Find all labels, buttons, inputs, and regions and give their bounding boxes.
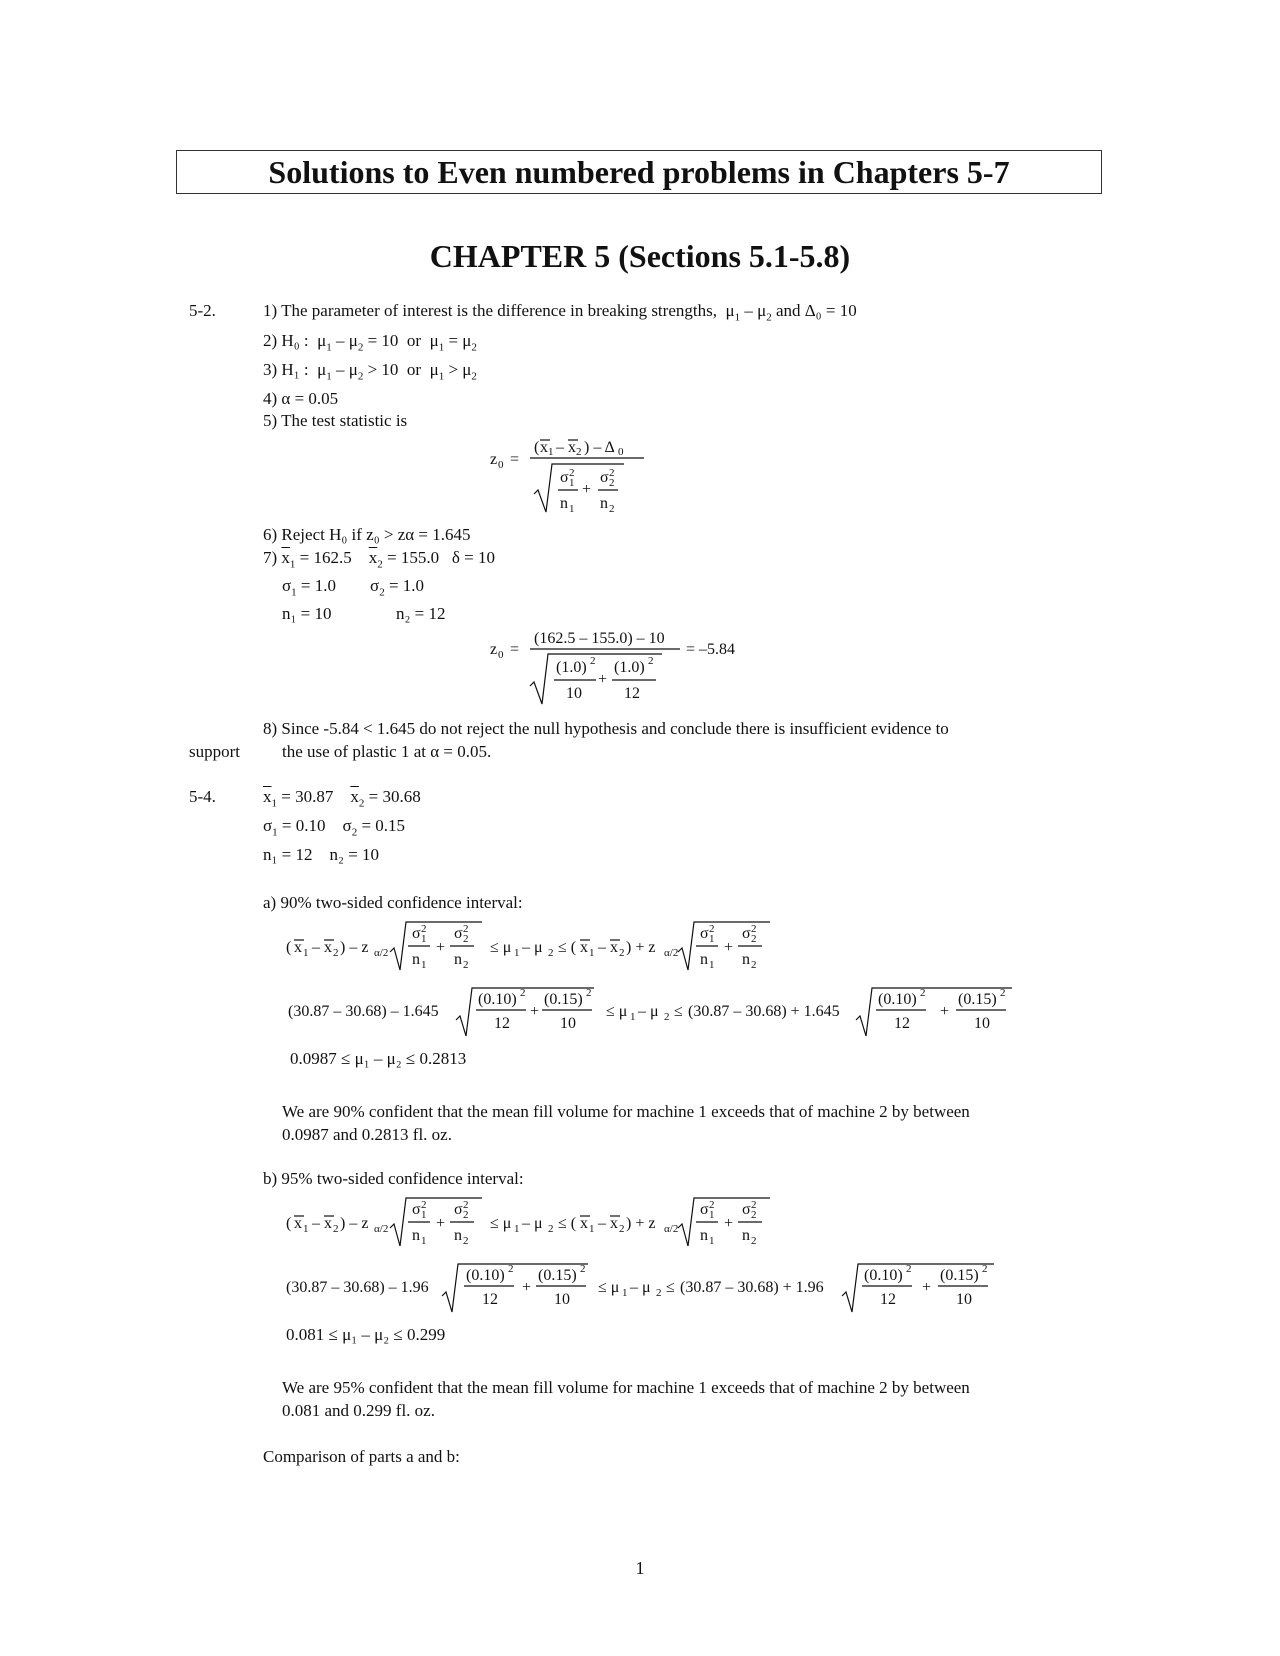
- svg-text:2: 2: [463, 959, 469, 971]
- svg-text:≤: ≤: [666, 1279, 675, 1296]
- svg-text:2: 2: [751, 1209, 757, 1221]
- svg-text:+: +: [582, 481, 592, 498]
- svg-text:+: +: [436, 1215, 446, 1232]
- svg-text:) – z: ) – z: [340, 1215, 369, 1232]
- svg-text:(: (: [286, 939, 292, 956]
- svg-text:(0.15): (0.15): [538, 1267, 577, 1284]
- svg-text:1: 1: [709, 933, 715, 945]
- svg-text:≤ μ: ≤ μ: [598, 1279, 620, 1296]
- svg-text:2: 2: [751, 1235, 757, 1247]
- svg-text:+: +: [724, 939, 734, 956]
- n2-value: n₂ = 10: [329, 845, 380, 864]
- step-5: 5) The test statistic is: [263, 411, 408, 430]
- svg-text:2: 2: [569, 467, 575, 479]
- svg-text:–: –: [598, 939, 606, 956]
- svg-text:+: +: [724, 1215, 734, 1232]
- svg-text:n: n: [560, 495, 568, 512]
- svg-text:1: 1: [630, 1011, 636, 1023]
- svg-text:α/2: α/2: [664, 947, 679, 959]
- svg-text:+: +: [522, 1279, 532, 1296]
- svg-text:+: +: [940, 1003, 950, 1020]
- svg-text:2: 2: [709, 923, 715, 935]
- svg-text:2: 2: [751, 1199, 757, 1211]
- sigma1-value: 0.10: [295, 816, 326, 835]
- svg-text:– μ: – μ: [630, 1279, 651, 1296]
- svg-text:1: 1: [421, 1235, 427, 1247]
- ci-b-result: 0.081 ≤ μ₁ – μ₂ ≤ 0.299: [286, 1325, 446, 1344]
- svg-text:2: 2: [1000, 987, 1006, 999]
- svg-text:12: 12: [624, 685, 640, 702]
- ci-a-result: 0.0987 ≤ μ₁ – μ₂ ≤ 0.2813: [290, 1049, 467, 1068]
- svg-text:x: x: [610, 1215, 618, 1232]
- svg-text:n: n: [742, 951, 750, 968]
- svg-text:10: 10: [974, 1015, 990, 1032]
- svg-text:2: 2: [619, 947, 625, 959]
- svg-text:2: 2: [709, 1199, 715, 1211]
- svg-text:2: 2: [463, 923, 469, 935]
- svg-text:σ: σ: [600, 469, 609, 486]
- svg-text:1: 1: [514, 947, 520, 959]
- svg-text:σ: σ: [454, 925, 463, 942]
- svg-text:2: 2: [333, 947, 339, 959]
- svg-text:(: (: [286, 1215, 292, 1232]
- svg-text:1: 1: [303, 1223, 309, 1235]
- comparison-heading: Comparison of parts a and b:: [263, 1447, 460, 1466]
- svg-text:σ: σ: [412, 925, 421, 942]
- step-4: 4) α = 0.05: [263, 389, 339, 408]
- svg-text:α/2: α/2: [664, 1223, 679, 1235]
- svg-text:n: n: [454, 1227, 462, 1244]
- svg-text:2: 2: [463, 933, 469, 945]
- ci-numeric-a: [288, 986, 1028, 1046]
- svg-text:1: 1: [622, 1287, 628, 1299]
- svg-text:(0.10): (0.10): [864, 1267, 903, 1284]
- ci-a-lower-expression: (30.87 – 30.68) – 1.645: [288, 1003, 439, 1020]
- test-statistic-formula: [490, 440, 650, 520]
- svg-text:+: +: [598, 671, 608, 688]
- ci-b-lower-expression: (30.87 – 30.68) – 1.96: [286, 1279, 429, 1296]
- svg-text:n: n: [600, 495, 608, 512]
- svg-text:x: x: [540, 439, 548, 456]
- delta-value: δ = 10: [451, 548, 495, 567]
- svg-text:n: n: [700, 951, 708, 968]
- svg-text:2: 2: [463, 1209, 469, 1221]
- svg-text:– μ: – μ: [638, 1003, 659, 1020]
- svg-text:1: 1: [548, 446, 554, 458]
- svg-text:0: 0: [498, 649, 504, 661]
- svg-text:σ: σ: [742, 925, 751, 942]
- svg-text:12: 12: [880, 1291, 896, 1308]
- xbar2-value: 30.68: [382, 787, 421, 806]
- ci-a-upper-expression: (30.87 – 30.68) + 1.645: [688, 1003, 840, 1020]
- svg-text:x: x: [294, 1215, 302, 1232]
- svg-text:+: +: [436, 939, 446, 956]
- svg-text:≤: ≤: [674, 1003, 683, 1020]
- svg-text:2: 2: [751, 933, 757, 945]
- svg-text:1: 1: [589, 1223, 595, 1235]
- svg-text:σ: σ: [560, 469, 569, 486]
- svg-text:1: 1: [709, 959, 715, 971]
- svg-text:(0.15): (0.15): [544, 991, 583, 1008]
- svg-text:≤ (: ≤ (: [558, 939, 577, 956]
- sigma1-value: 1.0: [314, 576, 337, 595]
- svg-text:α/2: α/2: [374, 947, 389, 959]
- svg-text:1: 1: [709, 1209, 715, 1221]
- step-8-continued: the use of plastic 1 at α = 0.05.: [282, 742, 492, 761]
- step-8: 8) Since -5.84 < 1.645 do not reject the null hypothesis and conclude there is insufficient evidence to: [263, 719, 949, 738]
- svg-text:2: 2: [520, 987, 526, 999]
- svg-text:z: z: [490, 641, 498, 658]
- svg-text:≤ (: ≤ (: [558, 1215, 577, 1232]
- given-sigmas: $\sigma_1 = 0.10$ $\sigma_2 = 0.15$: [263, 816, 406, 839]
- svg-text:10: 10: [956, 1291, 972, 1308]
- svg-text:2: 2: [576, 446, 582, 458]
- svg-text:+: +: [530, 1003, 540, 1020]
- svg-text:α/2: α/2: [374, 1223, 389, 1235]
- svg-text:2: 2: [906, 1263, 912, 1275]
- z0-computation: [490, 632, 770, 712]
- svg-text:z: z: [490, 451, 498, 468]
- svg-text:2: 2: [333, 1223, 339, 1235]
- svg-text:– μ: – μ: [522, 939, 543, 956]
- svg-text:1: 1: [421, 959, 427, 971]
- svg-text:10: 10: [560, 1015, 576, 1032]
- svg-text:(0.10): (0.10): [478, 991, 517, 1008]
- svg-text:≤ μ: ≤ μ: [490, 939, 512, 956]
- part-b-label: b) 95% two-sided confidence interval:: [263, 1169, 524, 1188]
- svg-text:2: 2: [463, 1199, 469, 1211]
- svg-text:x: x: [568, 439, 576, 456]
- svg-text:– μ: – μ: [522, 1215, 543, 1232]
- svg-text:) – Δ: ) – Δ: [584, 439, 615, 456]
- svg-text:σ: σ: [742, 1201, 751, 1218]
- xbar1-value: 162.5: [313, 548, 352, 567]
- step-6: 6) Reject H₀ if z₀ > zα = 1.645: [263, 525, 471, 544]
- part-a-label: a) 90% two-sided confidence interval:: [263, 893, 523, 912]
- svg-text:10: 10: [554, 1291, 570, 1308]
- step-3: 3) H₁ : $\mu_1 - \mu_2 > 10$ or $\mu_1 > \mu_2$: [263, 360, 477, 383]
- svg-text:(1.0): (1.0): [556, 659, 587, 676]
- svg-text:x: x: [580, 939, 588, 956]
- svg-text:2: 2: [648, 655, 654, 667]
- svg-text:2: 2: [548, 1223, 554, 1235]
- svg-text:≤ μ: ≤ μ: [490, 1215, 512, 1232]
- svg-text:12: 12: [894, 1015, 910, 1032]
- svg-text:2: 2: [421, 1199, 427, 1211]
- svg-text:1: 1: [569, 477, 575, 489]
- svg-text:=: =: [510, 451, 520, 468]
- page-number: 1: [635, 1558, 645, 1578]
- svg-text:2: 2: [590, 655, 596, 667]
- ci-a-conclusion-line2: 0.0987 and 0.2813 fl. oz.: [282, 1125, 452, 1144]
- svg-text:–: –: [312, 1215, 320, 1232]
- svg-text:n: n: [412, 951, 420, 968]
- svg-text:(: (: [534, 439, 540, 456]
- step-1-text: 1) The parameter of interest is the difference in breaking strengths,: [263, 301, 717, 320]
- svg-text:) + z: ) + z: [626, 1215, 656, 1232]
- svg-text:2: 2: [751, 923, 757, 935]
- svg-text:2: 2: [751, 959, 757, 971]
- svg-text:n: n: [700, 1227, 708, 1244]
- ci-a-conclusion-line1: We are 90% confident that the mean fill volume for machine 1 exceeds that of machine 2 by between: [282, 1102, 970, 1121]
- svg-text:2: 2: [619, 1223, 625, 1235]
- given-sizes: [263, 844, 379, 866]
- n1-value: n₁ = 12: [263, 845, 313, 864]
- n2-value: n₂ = 12: [396, 604, 446, 623]
- given-means: $\overline{x}_1 = 30.87$ $\overline{x}_2 = 30.68$: [263, 787, 421, 810]
- z0-numerator: (162.5 – 155.0) – 10: [534, 630, 665, 647]
- svg-text:σ: σ: [700, 925, 709, 942]
- svg-text:σ: σ: [700, 1201, 709, 1218]
- svg-text:(0.10): (0.10): [466, 1267, 505, 1284]
- svg-text:1: 1: [589, 947, 595, 959]
- svg-text:2: 2: [580, 1263, 586, 1275]
- svg-text:2: 2: [664, 1011, 670, 1023]
- svg-text:1: 1: [709, 1235, 715, 1247]
- sigma2-value: 0.15: [375, 816, 406, 835]
- svg-text:+: +: [922, 1279, 932, 1296]
- ci-b-upper-expression: (30.87 – 30.68) + 1.96: [680, 1279, 824, 1296]
- document-title: Solutions to Even numbered problems in Chapters 5-7: [176, 150, 1102, 194]
- svg-text:x: x: [294, 939, 302, 956]
- svg-text:n: n: [454, 951, 462, 968]
- svg-text:2: 2: [508, 1263, 514, 1275]
- step-1: 1) The parameter of interest is the difference in breaking strengths, $\mu_1 - \mu_2$ and Δ₀ = 10: [263, 301, 857, 324]
- z0-result: = –5.84: [686, 641, 736, 658]
- ci-general-formula-b: [286, 1194, 806, 1254]
- svg-text:2: 2: [421, 923, 427, 935]
- svg-text:1: 1: [303, 947, 309, 959]
- svg-text:–: –: [556, 439, 564, 456]
- svg-text:(1.0): (1.0): [614, 659, 645, 676]
- xbar2-value: 155.0: [400, 548, 440, 567]
- svg-text:0: 0: [498, 459, 504, 471]
- svg-text:1: 1: [421, 933, 427, 945]
- svg-text:10: 10: [566, 685, 582, 702]
- svg-text:2: 2: [982, 1263, 988, 1275]
- svg-text:2: 2: [586, 987, 592, 999]
- n1-value: n₁ = 10: [282, 604, 332, 623]
- problem-number-5-2: 5-2.: [189, 301, 216, 320]
- svg-text:(0.15): (0.15): [958, 991, 997, 1008]
- svg-text:–: –: [598, 1215, 606, 1232]
- svg-text:x: x: [610, 939, 618, 956]
- svg-text:2: 2: [656, 1287, 662, 1299]
- svg-text:≤ μ: ≤ μ: [606, 1003, 628, 1020]
- svg-text:(0.15): (0.15): [940, 1267, 979, 1284]
- svg-text:2: 2: [920, 987, 926, 999]
- svg-text:(0.10): (0.10): [878, 991, 917, 1008]
- step-2-text: 2) H₀ :: [263, 331, 309, 350]
- ci-general-formula-a: [286, 918, 806, 978]
- svg-text:x: x: [580, 1215, 588, 1232]
- sigma2-value: 1.0: [402, 576, 425, 595]
- svg-text:x: x: [324, 939, 332, 956]
- svg-text:2: 2: [609, 477, 615, 489]
- svg-text:1: 1: [569, 503, 575, 515]
- ci-b-conclusion-line1: We are 95% confident that the mean fill volume for machine 1 exceeds that of machine 2 by between: [282, 1378, 970, 1397]
- svg-text:12: 12: [494, 1015, 510, 1032]
- ci-numeric-b: [286, 1262, 1006, 1322]
- svg-text:σ: σ: [454, 1201, 463, 1218]
- svg-text:2: 2: [463, 1235, 469, 1247]
- step-8-support: support: [189, 742, 240, 761]
- svg-text:n: n: [742, 1227, 750, 1244]
- svg-text:) – z: ) – z: [340, 939, 369, 956]
- sigma-values: $\sigma_1 = 1.0$ $\sigma_2 = 1.0$: [282, 576, 425, 599]
- svg-text:–: –: [312, 939, 320, 956]
- svg-text:1: 1: [421, 1209, 427, 1221]
- svg-text:σ: σ: [412, 1201, 421, 1218]
- svg-text:2: 2: [609, 467, 615, 479]
- svg-text:=: =: [510, 641, 520, 658]
- chapter-heading: CHAPTER 5 (Sections 5.1-5.8): [429, 238, 851, 274]
- step-2: 2) H₀ : $\mu_1 - \mu_2 = 10$ or $\mu_1 = \mu_2$: [263, 331, 477, 354]
- svg-text:2: 2: [609, 503, 615, 515]
- problem-number-5-4: 5-4.: [189, 787, 216, 806]
- ci-b-conclusion-line2: 0.081 and 0.299 fl. oz.: [282, 1401, 435, 1420]
- svg-text:1: 1: [514, 1223, 520, 1235]
- svg-text:) + z: ) + z: [626, 939, 656, 956]
- step-1-delta: and Δ₀ = 10: [775, 301, 857, 320]
- svg-text:x: x: [324, 1215, 332, 1232]
- svg-text:2: 2: [548, 947, 554, 959]
- step-7-values: 7) $\overline{x}_1 = 162.5$ $\overline{x}_2 = 155.0$ δ = 10: [263, 548, 495, 571]
- svg-text:0: 0: [618, 446, 624, 458]
- xbar1-value: 30.87: [295, 787, 334, 806]
- step-3-text: 3) H₁ :: [263, 360, 309, 379]
- svg-text:n: n: [412, 1227, 420, 1244]
- svg-text:12: 12: [482, 1291, 498, 1308]
